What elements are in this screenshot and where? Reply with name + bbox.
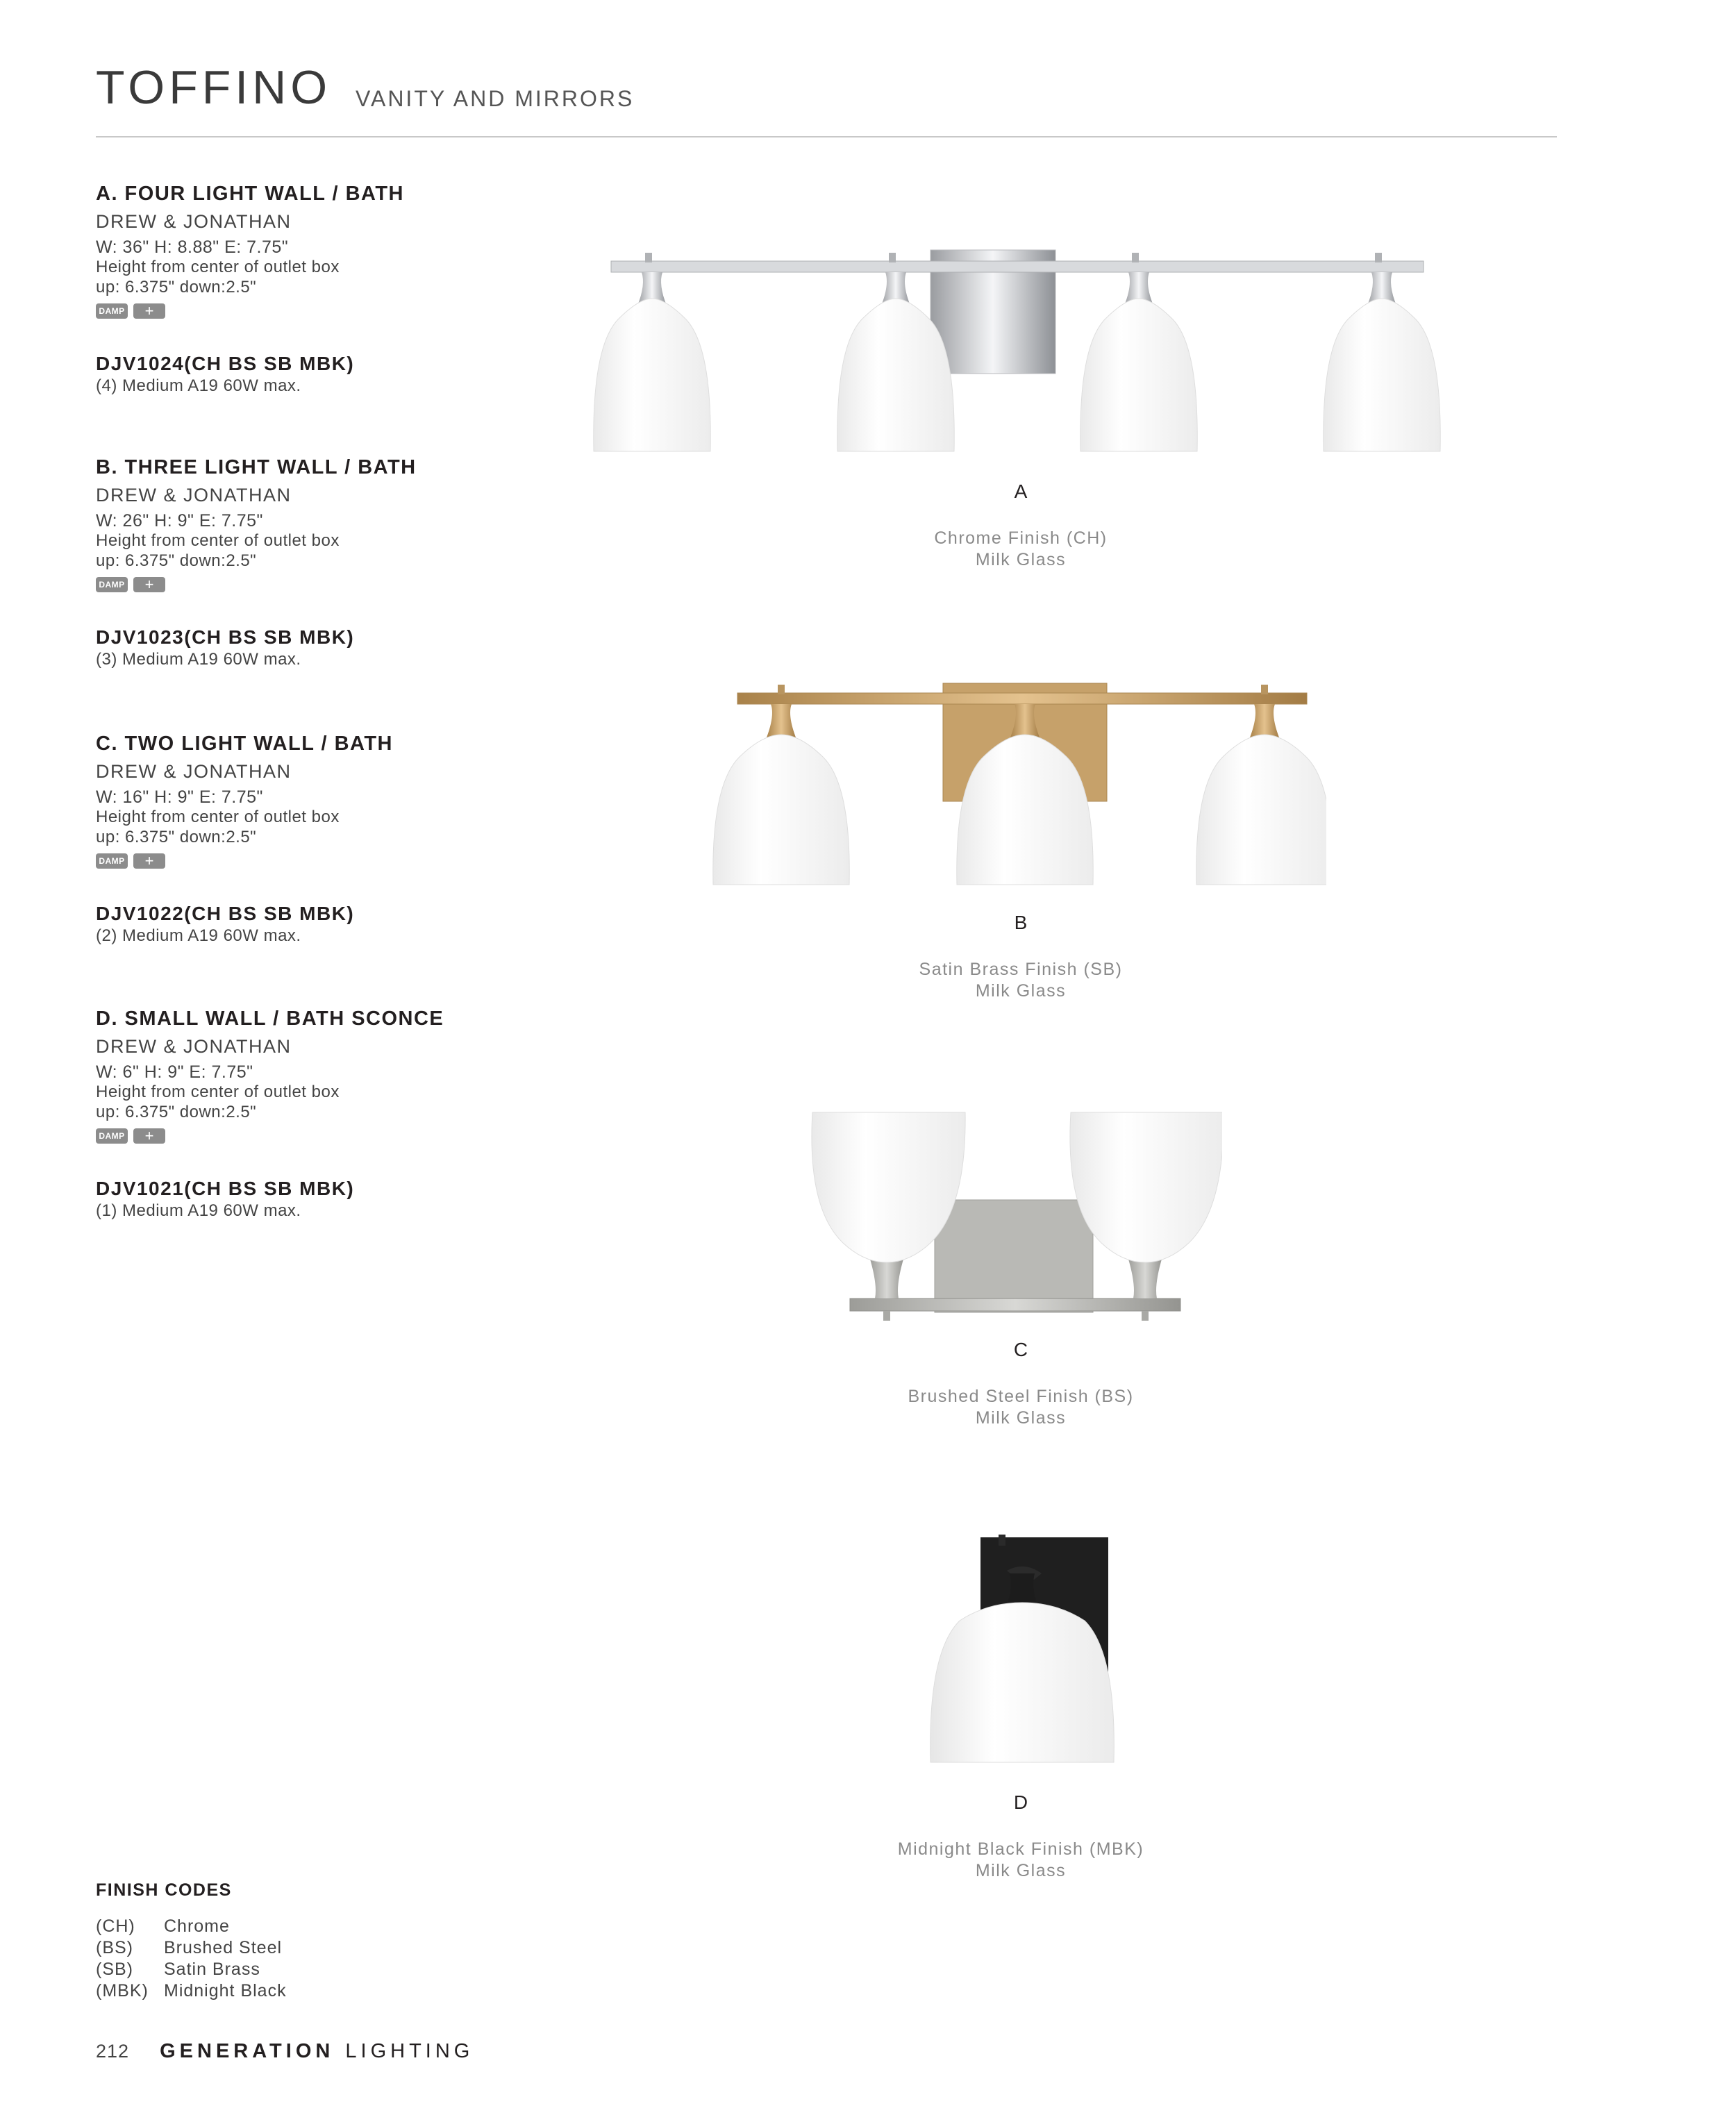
page-footer xyxy=(96,2041,474,2062)
caption-glass: Milk Glass xyxy=(975,1408,1067,1428)
finish-name: Satin Brass xyxy=(164,1960,260,1979)
height-values: up: 6.375" down:2.5" xyxy=(96,551,257,570)
caption-finish: Satin Brass Finish (SB) xyxy=(919,960,1123,979)
product-designer: DREW & JONATHAN xyxy=(96,210,292,232)
plus-badge-icon: + xyxy=(133,303,165,319)
fixture-image-a xyxy=(569,243,1472,465)
damp-rated-badge: DAMP xyxy=(96,577,128,592)
finish-code: (CH) xyxy=(96,1916,135,1936)
product-dimensions: W: 16" H: 9" E: 7.75" xyxy=(96,787,263,808)
product-designer: DREW & JONATHAN xyxy=(96,484,292,506)
caption-letter: D xyxy=(1013,1791,1028,1813)
caption-glass: Milk Glass xyxy=(975,981,1067,1001)
finish-code-row xyxy=(96,1959,287,1980)
product-name: B. THREE LIGHT WALL / BATH xyxy=(96,456,417,478)
product-dimensions: W: 6" H: 9" E: 7.75" xyxy=(96,1062,253,1083)
finish-code-row xyxy=(96,1916,287,1937)
crossbar xyxy=(611,261,1424,272)
finish-code-row xyxy=(96,1980,287,2002)
model-number: DJV1022(CH BS SB MBK) xyxy=(96,902,355,924)
backplate xyxy=(935,1200,1093,1312)
damp-rated-badge: DAMP xyxy=(96,1128,128,1144)
fixture-image-c xyxy=(806,1111,1222,1333)
height-note: Height from center of outlet box xyxy=(96,531,340,551)
caption-finish: Chrome Finish (CH) xyxy=(934,528,1108,548)
caption-letter: C xyxy=(1013,1339,1028,1360)
caption-finish: Brushed Steel Finish (BS) xyxy=(908,1387,1134,1406)
caption-a xyxy=(868,482,1174,571)
product-spec-a xyxy=(96,182,526,396)
plus-badge-icon: + xyxy=(133,1128,165,1144)
shade-4 xyxy=(1324,253,1440,451)
shade-1 xyxy=(594,253,710,451)
fixture-image-b xyxy=(701,680,1326,892)
product-dimensions: W: 26" H: 9" E: 7.75" xyxy=(96,511,263,531)
plus-badge-icon: + xyxy=(133,577,165,592)
brand-name-bold: GENERATION xyxy=(160,2040,335,2062)
finish-code: (MBK) xyxy=(96,1981,149,2000)
crossbar xyxy=(850,1298,1180,1311)
product-designer: DREW & JONATHAN xyxy=(96,1035,292,1057)
caption-letter: B xyxy=(1014,912,1028,933)
height-note: Height from center of outlet box xyxy=(96,808,340,827)
bulb-spec: (3) Medium A19 60W max. xyxy=(96,650,301,669)
caption-glass: Milk Glass xyxy=(975,550,1067,570)
shade-1 xyxy=(713,685,849,885)
finish-code: (BS) xyxy=(96,1938,133,1957)
caption-finish: Midnight Black Finish (MBK) xyxy=(897,1839,1144,1859)
height-values: up: 6.375" down:2.5" xyxy=(96,277,257,296)
finish-codes xyxy=(96,1880,287,2002)
bulb-spec: (4) Medium A19 60W max. xyxy=(96,376,301,396)
product-spec-d xyxy=(96,1007,526,1221)
finish-codes-title: FINISH CODES xyxy=(96,1880,232,1900)
finish-code-row xyxy=(96,1937,287,1959)
height-note: Height from center of outlet box xyxy=(96,1083,340,1102)
product-dimensions: W: 36" H: 8.88" E: 7.75" xyxy=(96,237,289,258)
height-note: Height from center of outlet box xyxy=(96,258,340,277)
caption-c xyxy=(868,1340,1174,1430)
crossbar xyxy=(737,693,1307,704)
caption-glass: Milk Glass xyxy=(975,1861,1067,1881)
caption-letter: A xyxy=(1014,481,1028,502)
page-subtitle: VANITY AND MIRRORS xyxy=(356,86,635,111)
finish-code: (SB) xyxy=(96,1960,133,1979)
damp-rated-badge: DAMP xyxy=(96,303,128,319)
model-number: DJV1021(CH BS SB MBK) xyxy=(96,1177,355,1199)
product-spec-c xyxy=(96,732,526,946)
caption-d xyxy=(868,1793,1174,1882)
product-designer: DREW & JONATHAN xyxy=(96,760,292,782)
shade-3 xyxy=(1080,253,1197,451)
finish-name: Brushed Steel xyxy=(164,1938,283,1957)
bulb-spec: (1) Medium A19 60W max. xyxy=(96,1201,301,1221)
header-divider xyxy=(96,136,1557,137)
model-number: DJV1024(CH BS SB MBK) xyxy=(96,352,355,374)
finish-name: Midnight Black xyxy=(164,1981,287,2000)
caption-b xyxy=(868,913,1174,1003)
fixture-image-d xyxy=(924,1535,1132,1771)
page-title: TOFFINO xyxy=(96,61,332,114)
product-name: D. SMALL WALL / BATH SCONCE xyxy=(96,1008,444,1030)
shade-3 xyxy=(1196,685,1326,885)
height-values: up: 6.375" down:2.5" xyxy=(96,1102,257,1121)
product-spec-b xyxy=(96,456,526,670)
damp-rated-badge: DAMP xyxy=(96,853,128,869)
brand-name-light: LIGHTING xyxy=(345,2040,474,2062)
height-values: up: 6.375" down:2.5" xyxy=(96,827,257,846)
plus-badge-icon: + xyxy=(133,853,165,869)
bulb-spec: (2) Medium A19 60W max. xyxy=(96,926,301,946)
finish-name: Chrome xyxy=(164,1916,230,1936)
page-number: 212 xyxy=(96,2041,130,2062)
model-number: DJV1023(CH BS SB MBK) xyxy=(96,626,355,648)
product-name: A. FOUR LIGHT WALL / BATH xyxy=(96,183,404,205)
product-name: C. TWO LIGHT WALL / BATH xyxy=(96,733,393,755)
